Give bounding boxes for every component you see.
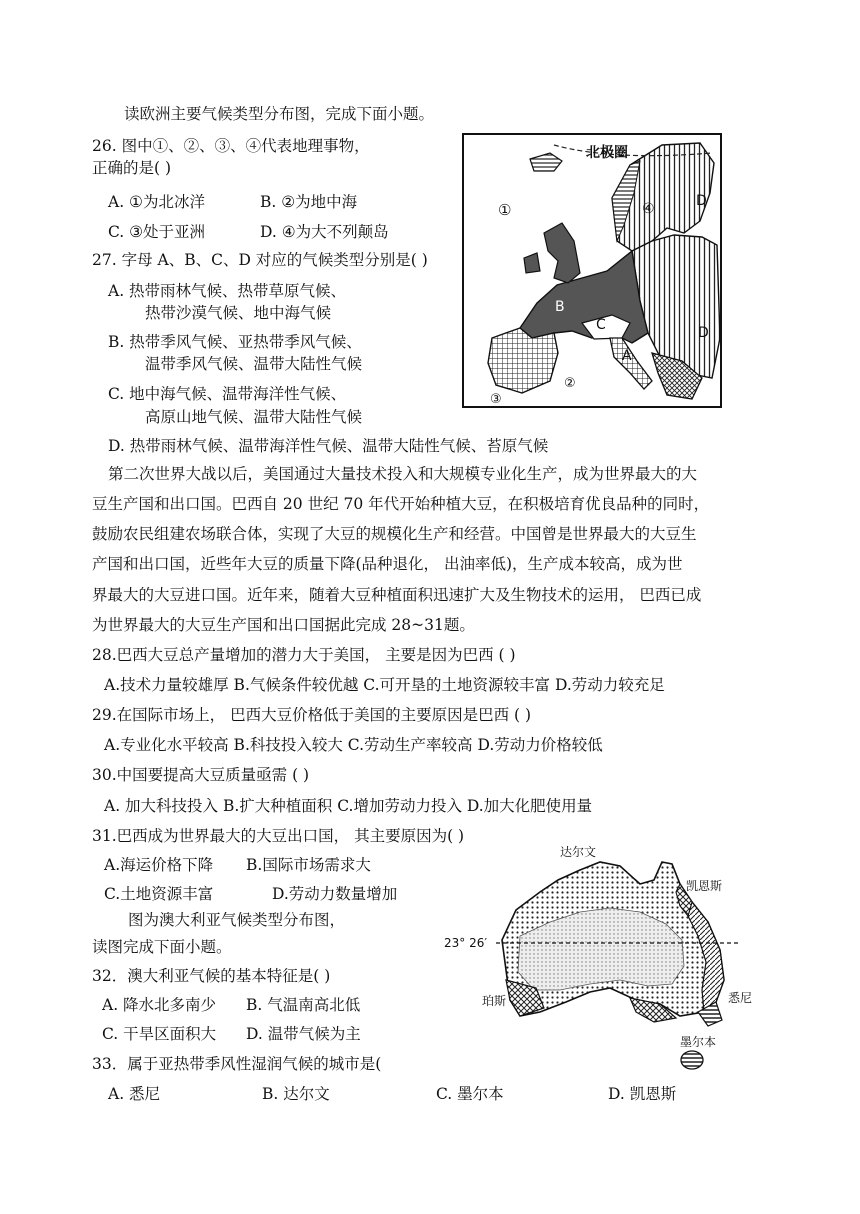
letter-c: C — [596, 317, 606, 333]
q28-stem: 28.巴西大豆总产量增加的潜力大于美国， 主要是因为巴西 ( ) — [92, 646, 516, 664]
q26-stem-line1: 26. 图中①、②、③、④代表地理事物， — [92, 137, 370, 155]
label-perth: 珀斯 — [482, 994, 507, 1008]
q33-option-b: B. 达尔文 — [262, 1085, 330, 1103]
q33-option-a: A. 悉尼 — [108, 1085, 161, 1103]
letter-d-north: D — [696, 193, 707, 209]
q31-option-a: A.海运价格下降 — [104, 856, 214, 874]
passage-line-1: 第二次世界大战以后，美国通过大量技术投入和大规模专业化生产，成为世界最大的大 — [108, 465, 698, 483]
q32-option-c: C. 干旱区面积大 — [102, 1025, 217, 1043]
q26-stem-line2: 正确的是( ) — [92, 159, 172, 177]
q31-option-b: B.国际市场需求大 — [246, 856, 371, 874]
q31-option-d: D.劳动力数量增加 — [272, 885, 398, 903]
letter-a: A — [622, 348, 632, 364]
q33-stem: 33．属于亚热带季风性湿润气候的城市是( — [92, 1055, 382, 1073]
q28-options: A.技术力量较雄厚 B.气候条件较优越 C.可开垦的土地资源较丰富 D.劳动力较充足 — [104, 676, 665, 694]
passage-line-2: 豆生产国和出口国。巴西自 20 世纪 70 年代开始种植大豆，在积极培育优良品种的同时， — [92, 495, 710, 513]
europe-climate-map — [462, 133, 722, 408]
letter-d-east: D — [698, 325, 709, 341]
q30-stem: 30.中国要提高大豆质量亟需 ( ) — [92, 766, 310, 784]
q27-stem: 27. 字母 A、B、C、D 对应的气候类型分别是( ) — [92, 251, 428, 269]
q27-option-c-line2: 高原山地气候、温带大陆性气候 — [145, 408, 363, 426]
marker-4: ④ — [642, 201, 655, 217]
q26-option-d: D. ④为大不列颠岛 — [260, 223, 389, 241]
label-cairns: 凯恩斯 — [686, 879, 723, 893]
q32-stem: 32．澳大利亚气候的基本特征是( ) — [92, 967, 331, 985]
q29-options: A.专业化水平较高 B.科技投入较大 C.劳动生产率较高 D.劳动力价格较低 — [104, 736, 603, 754]
label-darwin: 达尔文 — [560, 845, 597, 859]
q27-option-b-line2: 温带季风气候、温带大陆性气候 — [145, 355, 363, 373]
intro-australia-line2: 读图完成下面小题。 — [92, 938, 232, 956]
label-melbourne: 墨尔本 — [680, 1035, 717, 1049]
arctic-circle-label: 北极圈 — [586, 145, 628, 161]
q32-option-d: D. 温带气候为主 — [246, 1025, 361, 1043]
label-sydney: 悉尼 — [728, 991, 753, 1005]
australia-climate-map — [440, 840, 760, 1076]
intro-australia-line1: 图为澳大利亚气候类型分布图， — [128, 911, 346, 929]
q26-option-c: C. ③处于亚洲 — [108, 223, 206, 241]
tasmania — [681, 1051, 703, 1069]
marker-1: ① — [498, 201, 512, 219]
q27-option-b-line1: B. 热带季风气候、亚热带季风气候、 — [108, 333, 362, 351]
passage-line-5: 界最大的大豆进口国。近年来，随着大豆种植面积迅速扩大及生物技术的运用， 巴西已成 — [92, 586, 702, 604]
q32-option-a: A. 降水北多南少 — [102, 996, 217, 1014]
q29-stem: 29.在国际市场上， 巴西大豆价格低于美国的主要原因是巴西 ( ) — [92, 706, 532, 724]
q26-option-a: A. ①为北冰洋 — [108, 193, 205, 211]
passage-line-6: 为世界最大的大豆生产国和出口国据此完成 28~31题。 — [92, 616, 475, 634]
q31-option-c: C.土地资源丰富 — [104, 885, 214, 903]
passage-line-4: 产国和出口国，近些年大豆的质量下降(品种退化， 出油率低)，生产成本较高，成为世 — [92, 555, 683, 573]
q27-option-a-line1: A. 热带雨林气候、热带草原气候、 — [108, 282, 347, 300]
q30-options: A. 加大科技投入 B.扩大种植面积 C.增加劳动力投入 D.加大化肥使用量 — [104, 797, 593, 815]
q32-option-b: B. 气温南高北低 — [246, 996, 361, 1014]
label-tropic: 23° 26′ — [444, 936, 488, 950]
marker-3: ③ — [490, 392, 502, 407]
q27-option-a-line2: 热带沙漠气候、地中海气候 — [145, 304, 332, 322]
marker-2: ② — [564, 376, 576, 391]
q31-stem: 31.巴西成为世界最大的大豆出口国， 其主要原因为( ) — [92, 827, 465, 845]
q33-option-c: C. 墨尔本 — [436, 1085, 504, 1103]
intro-europe: 读欧洲主要气候类型分布图，完成下面小题。 — [124, 105, 435, 123]
q33-option-d: D. 凯恩斯 — [608, 1085, 677, 1103]
passage-line-3: 鼓励农民组建农场联合体，实现了大豆的规模化生产和经营。中国曾是世界最大的大豆生 — [92, 525, 697, 543]
q27-option-c-line1: C. 地中海气候、温带海洋性气候、 — [108, 385, 347, 403]
letter-b: B — [555, 299, 565, 315]
q26-option-b: B. ②为地中海 — [260, 193, 358, 211]
q27-option-d: D. 热带雨林气候、温带海洋性气候、温带大陆性气候、苔原气候 — [108, 437, 549, 455]
